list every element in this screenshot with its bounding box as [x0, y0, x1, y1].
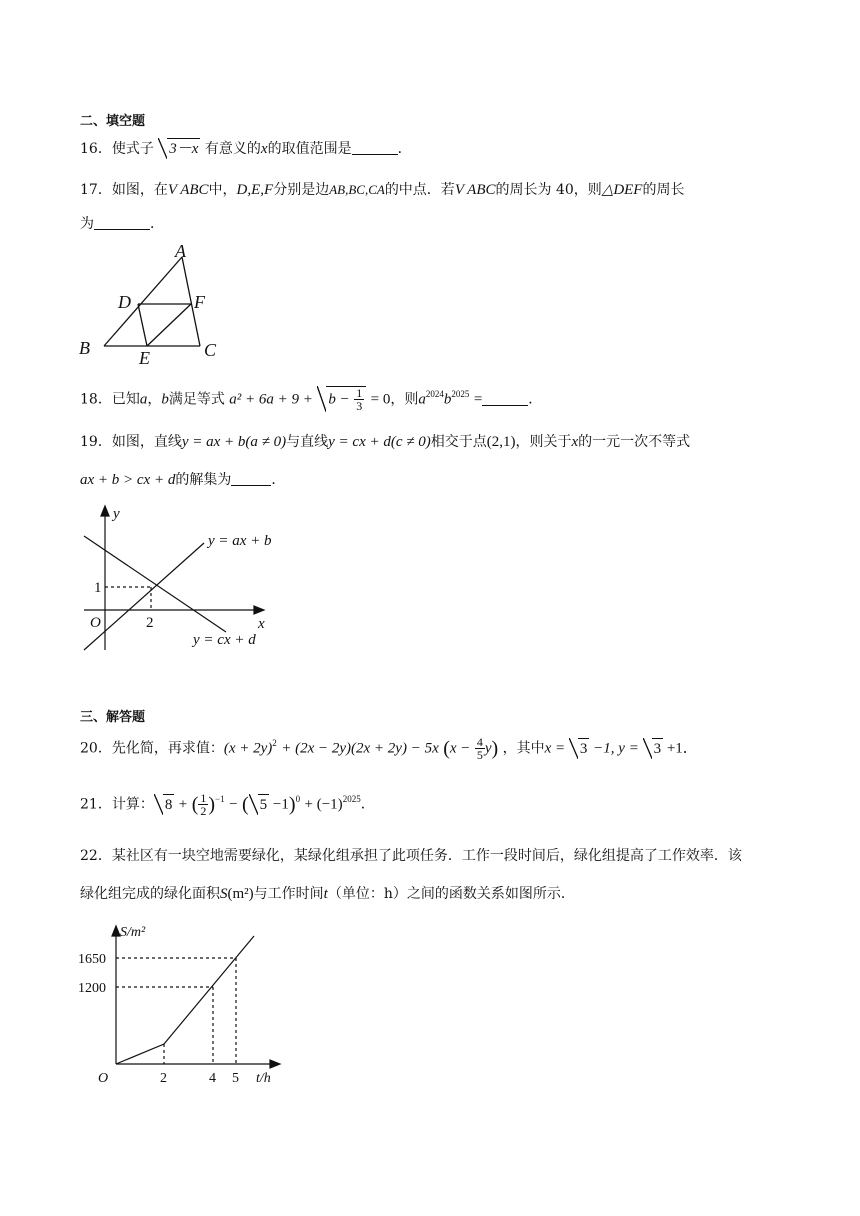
x-axis-arrow	[270, 1060, 280, 1068]
answer-blank[interactable]	[482, 391, 528, 406]
x-axis-label: t/h	[256, 1071, 271, 1086]
question-19-line2: ax + b > cx + d的解集为 ．	[80, 472, 286, 488]
question-number: 20．	[80, 740, 112, 757]
sqrt-expression: 3－x	[158, 138, 200, 159]
answer-blank[interactable]	[94, 215, 150, 230]
x-axis-arrow	[254, 606, 264, 614]
origin-label: O	[98, 1071, 109, 1086]
question-19: 19．如图，直线y = ax + b(a ≠ 0)与直线y = cx + d(c ≠ 0)相交于点(2,1)，则关于x的一元一次不等式	[80, 434, 691, 450]
sqrt-expression: 8	[154, 794, 175, 815]
question-number: 17．	[80, 182, 112, 198]
segment-ef	[147, 304, 191, 346]
section-heading-solve: 三、解答题	[80, 710, 146, 725]
question-17: 17．如图，在V ABC中，D,E,F分别是边AB,BC,CA的中点．若V ABC的周长为 40，则△DEF的周长	[80, 182, 685, 198]
question-17-line2: 为 ．	[80, 216, 164, 232]
tick-y-1650: 1650	[78, 952, 106, 967]
answer-blank[interactable]	[231, 471, 271, 486]
sqrt-expression: 3	[643, 738, 664, 759]
s-t-graph-line	[116, 936, 254, 1064]
tick-x-2: 2	[146, 615, 154, 631]
label-line-cx-d: y = cx + d	[193, 632, 256, 648]
tick-x-2: 2	[160, 1071, 167, 1086]
fraction: $\frac{4}{5}$	[476, 735, 483, 762]
question-number: 22．	[80, 848, 112, 864]
x-axis-label: x	[258, 616, 265, 632]
question-16: 16．使式子 3－x 有意义的x的取值范围是 ．	[80, 138, 412, 159]
side-ab	[104, 257, 182, 346]
question-22: 22．某社区有一块空地需要绿化，某绿化组承担了此项任务．工作一段时间后，绿化组提高了工作效率．该	[80, 848, 742, 864]
question-number: 16．	[80, 141, 112, 157]
label-f: F	[194, 292, 205, 312]
label-line-ax-b: y = ax + b	[208, 533, 272, 549]
answer-blank[interactable]	[352, 140, 398, 155]
question-21: 21．计算： 8 + ( $\frac{1}{2}$ )$^{-1}$ − ( $5 -1)^0 + (-1)^{2025}$．	[80, 791, 375, 818]
label-d: D	[118, 292, 131, 312]
area-time-graph-figure	[76, 918, 286, 1088]
question-number: 19．	[80, 434, 112, 450]
fraction: $\frac{1}{3}$	[356, 386, 363, 413]
origin-label: O	[90, 615, 101, 631]
label-e: E	[139, 348, 150, 368]
triangle-figure	[76, 240, 226, 368]
tick-y-1200: 1200	[78, 981, 106, 996]
label-b: B	[79, 338, 90, 358]
question-number: 18．	[80, 391, 112, 408]
tick-y-1: 1	[94, 580, 102, 596]
tick-x-4: 4	[209, 1071, 216, 1086]
question-18: 18．已知a，b满足等式 a² + 6a + 9 + b − $\frac{1}{3}$ = 0，则$a^{2024}b^{2025}$ = ．	[80, 386, 543, 413]
question-22-line2: 绿化组完成的绿化面积S(m²)与工作时间t（单位：h）之间的函数关系如图所示．	[80, 886, 575, 902]
question-20: 20．先化简，再求值：$(x + 2y)^2 + (2x - 2y)(2x + 2y) - 5x$ (x − $\frac{4}{5}$ y) ，其中x = 3 −1, y = 3 +1．	[80, 735, 698, 762]
line-ax-b	[84, 543, 204, 650]
segment-de	[138, 304, 147, 346]
sqrt-expression: 5	[249, 794, 270, 815]
sqrt-expression: b − $\frac{1}{3}$	[317, 386, 366, 412]
fraction: $\frac{1}{2}$	[200, 791, 207, 818]
y-axis-arrow	[112, 926, 120, 936]
y-axis-label: S/m²	[120, 925, 146, 940]
line-graph-figure	[76, 500, 286, 660]
section-heading-fill-blank: 二、填空题	[80, 114, 146, 129]
question-number: 21．	[80, 796, 112, 813]
y-axis-label: y	[113, 506, 120, 522]
label-a: A	[175, 241, 186, 261]
label-c: C	[204, 340, 217, 360]
y-axis-arrow	[101, 506, 109, 516]
tick-x-5: 5	[232, 1071, 239, 1086]
sqrt-expression: 3	[569, 738, 590, 759]
